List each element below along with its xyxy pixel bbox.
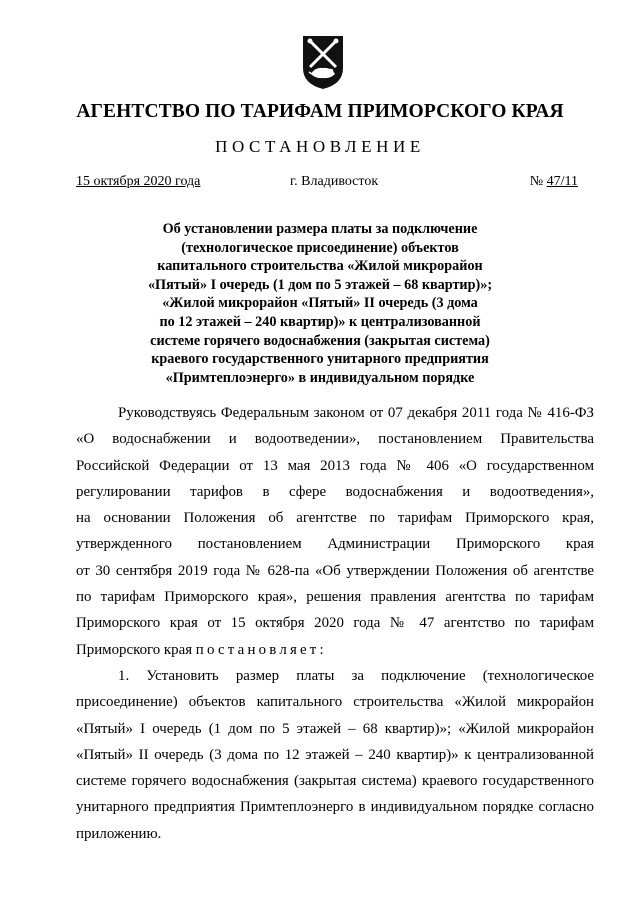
body-line: регулировании тарифов в сфере водоснабжения и водоотведения»,	[76, 483, 594, 500]
title-line: Об установлении размера платы за подключение	[162, 221, 478, 237]
title-line: системе горячего водоснабжения (закрытая система)	[150, 332, 490, 349]
body-line: «Пятый» I очередь (1 дом по 5 этажей – 68 квартир)»; «Жилой микрорайон	[76, 720, 594, 737]
title-line: (технологическое присоединение) объектов	[181, 239, 459, 256]
body-line: «Пятый» II очередь (3 дома по 12 этажей – 240 квартир)» к централизованной	[76, 746, 594, 763]
body-line: 1. Установить размер платы за подключение (технологическое	[118, 667, 594, 684]
body-line: «О водоснабжении и водоотведении», постановлением Правительства	[76, 431, 594, 448]
body-line: приложению.	[76, 825, 162, 842]
coat-of-arms-icon	[301, 34, 345, 90]
document-title	[100, 220, 540, 387]
document-body	[76, 400, 594, 847]
body-line: утвержденного постановлением Администрации Приморского края	[76, 536, 594, 553]
body-line: Приморского края от 15 октября 2020 года № 47 агентство по тарифам	[76, 615, 594, 632]
title-line: «Жилой микрорайон «Пятый» II очередь (3 дома	[162, 295, 478, 312]
title-line: краевого государственного унитарного предприятия	[151, 351, 489, 368]
body-line: по тарифам Приморского края», решения правления агентства по тарифам	[76, 589, 594, 606]
document-type: ПОСТАНОВЛЕНИЕ	[215, 137, 425, 156]
body-line: Руководствуясь Федеральным законом от 07 декабря 2011 года № 416-ФЗ	[118, 405, 594, 421]
body-line-prefix: Приморского края	[76, 641, 196, 658]
document-city: г. Владивосток	[290, 174, 379, 189]
title-line: капитального строительства «Жилой микрорайон	[157, 258, 483, 275]
document-number	[530, 174, 578, 190]
agency-name: АГЕНТСТВО ПО ТАРИФАМ ПРИМОРСКОГО КРАЯ	[76, 101, 564, 122]
body-line: системе горячего водоснабжения (закрытая система) краевого государственного	[76, 773, 594, 790]
body-line: присоединение) объектов капитального строительства «Жилой микрорайон	[76, 694, 594, 711]
document-date: 15 октября 2020 года	[76, 174, 201, 189]
body-line: от 30 сентября 2019 года № 628-па «Об утверждении Положения об агентстве	[76, 562, 594, 579]
body-line: на основании Положения об агентстве по тарифам Приморского края,	[76, 510, 594, 527]
title-line: «Пятый» I очередь (1 дом по 5 этажей – 68 квартир)»;	[147, 276, 493, 293]
body-line	[76, 637, 594, 663]
title-line: «Примтеплоэнерго» в индивидуальном порядке	[165, 369, 475, 386]
number-value: 47/11	[546, 174, 578, 189]
body-line: Российской Федерации от 13 мая 2013 года № 406 «О государственном	[76, 457, 594, 474]
body-line: унитарного предприятия Примтеплоэнерго в индивидуальном порядке согласно	[76, 799, 594, 816]
title-line: по 12 этажей – 240 квартир)» к централизованной	[159, 313, 481, 330]
number-prefix: №	[529, 174, 547, 189]
resolves-word: постановляет:	[195, 641, 327, 658]
